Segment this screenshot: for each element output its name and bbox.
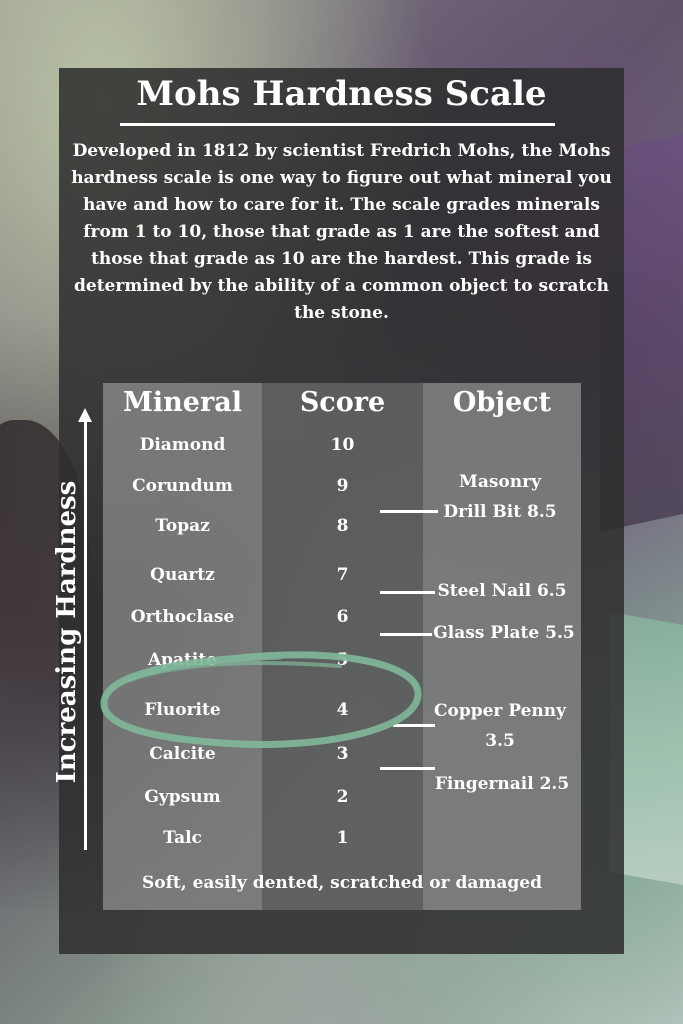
mineral-score: 2	[336, 787, 349, 807]
object-label-masonry: Masonry	[459, 472, 541, 492]
mineral-score: 8	[336, 516, 349, 536]
mineral-score: 3	[336, 744, 349, 764]
intro-paragraph: Developed in 1812 by scientist Fredrich Mohs, the Mohs hardness scale is one way to figure out what mineral you have and how to care for it. The scale grades minerals from 1 to 10, those that grade as 1 are the softest and those that grade as 10 are the hardest. This grade is determined by the ability of a common object to scratch the stone.	[71, 141, 612, 323]
hardness-axis-line	[84, 418, 87, 850]
mineral-name: Fluorite	[144, 700, 221, 720]
mineral-name: Apatite	[147, 650, 218, 670]
mineral-name: Talc	[163, 828, 202, 848]
mineral-score: 1	[336, 828, 349, 848]
object-label-fingernail: Fingernail 2.5	[434, 774, 570, 794]
reference-tick	[380, 591, 435, 594]
object-label-copper-penny: 3.5	[485, 731, 515, 751]
page-title: Mohs Hardness Scale	[136, 74, 547, 114]
title-underline	[120, 123, 555, 126]
object-label-copper-penny: Copper Penny	[433, 701, 567, 721]
mineral-name: Quartz	[150, 565, 215, 585]
mineral-name: Calcite	[149, 744, 216, 764]
softness-note: Soft, easily dented, scratched or damaged	[142, 873, 542, 893]
mineral-name: Orthoclase	[130, 607, 235, 627]
object-label-masonry: Drill Bit 8.5	[443, 502, 557, 522]
object-label-glass-plate: Glass Plate 5.5	[433, 623, 575, 643]
reference-tick	[380, 633, 432, 636]
mineral-name: Diamond	[139, 435, 226, 455]
mineral-name: Topaz	[155, 516, 210, 536]
mineral-name: Corundum	[132, 476, 233, 496]
mineral-score: 5	[336, 650, 349, 670]
mineral-header: Mineral	[123, 387, 242, 418]
highlight-stroke	[104, 655, 418, 745]
reference-tick	[380, 510, 438, 513]
mineral-score: 10	[330, 435, 355, 455]
mineral-score: 4	[336, 700, 349, 720]
mineral-name: Gypsum	[144, 787, 221, 807]
object-label-steel-nail: Steel Nail 6.5	[437, 581, 567, 601]
hardness-axis-label: Increasing Hardness	[52, 480, 82, 784]
object-header: Object	[452, 387, 552, 418]
mineral-score: 9	[336, 476, 349, 496]
fluorite-highlight-circle	[90, 640, 430, 760]
mineral-score: 7	[336, 565, 349, 585]
score-header: Score	[299, 387, 386, 418]
reference-tick	[380, 767, 435, 770]
mineral-score: 6	[336, 607, 349, 627]
